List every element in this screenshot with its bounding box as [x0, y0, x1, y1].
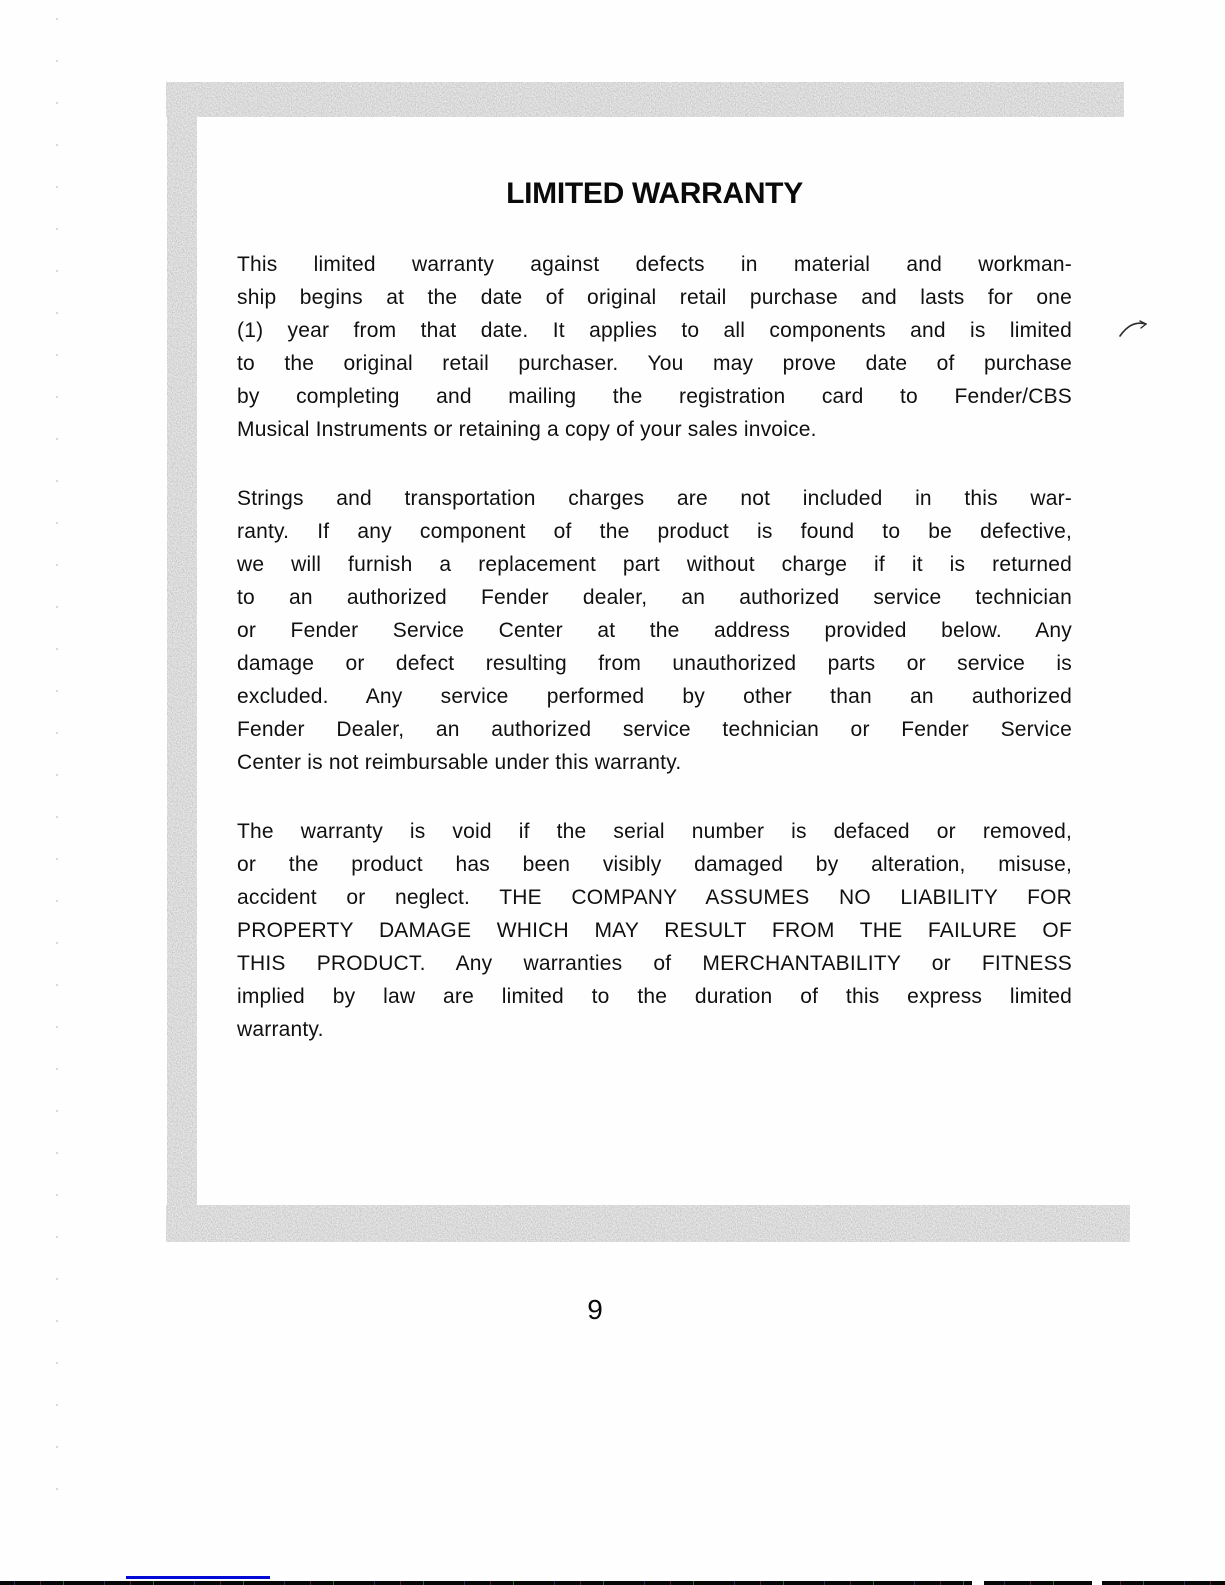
- page-bottom-edge-artifact: [0, 1581, 1225, 1585]
- text-line: Musical Instruments or retaining a copy of your sales invoice.: [237, 418, 817, 441]
- page-number: 9: [587, 1294, 603, 1325]
- text-line: ship begins at the date of original retail purchase and lasts for one: [237, 286, 1072, 309]
- warranty-body: [237, 248, 1072, 1046]
- text-line: PROPERTY DAMAGE WHICH MAY RESULT FROM THE FAILURE OF: [237, 919, 1072, 942]
- edge-gap: [972, 1581, 984, 1585]
- text-line: by completing and mailing the registration card to Fender/CBS: [237, 385, 1072, 408]
- text-line: accident or neglect. THE COMPANY ASSUMES NO LIABILITY FOR: [237, 886, 1072, 909]
- text-line: Fender Dealer, an authorized service technician or Fender Service: [237, 718, 1072, 741]
- text-line: to the original retail purchaser. You may prove date of purchase: [237, 352, 1072, 375]
- text-line: Center is not reimbursable under this warranty.: [237, 751, 682, 774]
- blue-scan-line-artifact: [126, 1576, 270, 1579]
- frame-left-band: [167, 82, 197, 1242]
- text-line: to an authorized Fender dealer, an authorized service technician: [237, 586, 1072, 609]
- text-line: or Fender Service Center at the address provided below. Any: [237, 619, 1072, 642]
- page-title: LIMITED WARRANTY: [506, 177, 803, 210]
- paragraph: [237, 482, 1072, 779]
- paragraph: [237, 815, 1072, 1046]
- text-line: ranty. If any component of the product is found to be defective,: [237, 520, 1072, 543]
- frame-top-band: [166, 82, 1124, 117]
- text-line: we will furnish a replacement part without charge if it is returned: [237, 553, 1072, 576]
- text-line: This limited warranty against defects in material and workman-: [237, 253, 1072, 276]
- warranty-section: [237, 178, 1072, 1046]
- text-line: excluded. Any service performed by other than an authorized: [237, 685, 1072, 708]
- text-line: THIS PRODUCT. Any warranties of MERCHANTABILITY or FITNESS: [237, 952, 1072, 975]
- text-line: Strings and transportation charges are not included in this war-: [237, 487, 1072, 510]
- text-line: damage or defect resulting from unauthorized parts or service is: [237, 652, 1072, 675]
- paragraph: [237, 248, 1072, 446]
- text-line: The warranty is void if the serial number is defaced or removed,: [237, 820, 1072, 843]
- text-line: implied by law are limited to the duration of this express limited: [237, 985, 1072, 1008]
- text-line: or the product has been visibly damaged by alteration, misuse,: [237, 853, 1072, 876]
- edge-gap: [1092, 1581, 1102, 1585]
- handwritten-arrow-mark-icon: [1118, 316, 1152, 342]
- text-line: warranty.: [237, 1018, 324, 1041]
- frame-bottom-band: [166, 1205, 1130, 1242]
- scan-dots-artifact: [56, 18, 58, 1508]
- text-line: (1) year from that date. It applies to all components and is limited: [237, 319, 1072, 342]
